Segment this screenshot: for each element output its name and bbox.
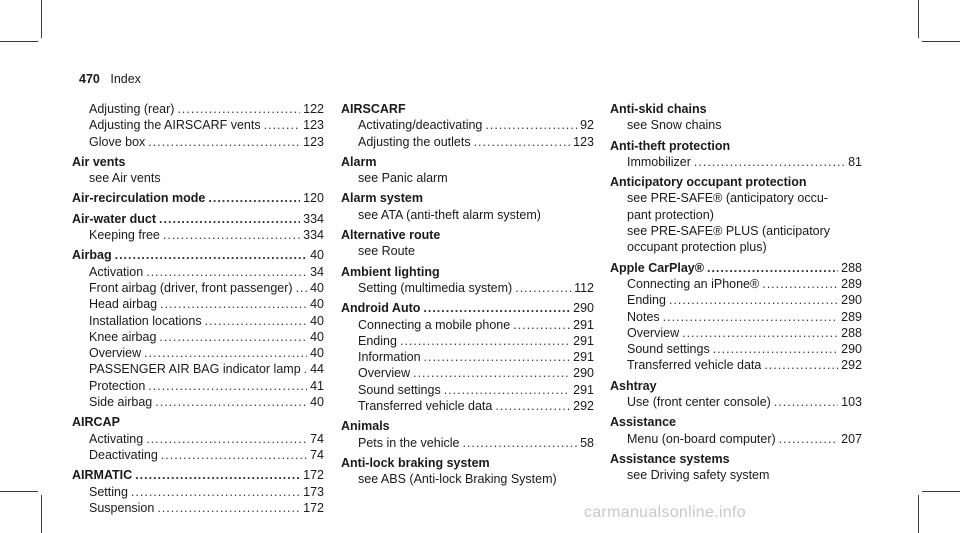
index-entry-group [610, 138, 862, 171]
index-entry-group [341, 101, 594, 150]
index-subentry [341, 398, 594, 414]
index-subentry-text: Sound settings [358, 382, 441, 397]
index-see-reference: see Driving safety system [627, 468, 770, 483]
page-header [79, 72, 141, 86]
crop-mark [41, 0, 42, 38]
index-heading-text: Apple CarPlay® [610, 260, 704, 275]
leader-dots [764, 357, 838, 373]
index-heading [72, 211, 324, 227]
index-heading-text: Air-recirculation mode [72, 191, 206, 206]
index-subentry [610, 357, 862, 373]
index-see-reference: see Snow chains [627, 118, 722, 133]
index-heading-text: Anticipatory occupant protection [610, 175, 807, 190]
index-heading-text: Ambient lighting [341, 264, 440, 279]
index-heading-text: Anti-lock braking system [341, 455, 490, 470]
index-subentry-text: Protection [89, 378, 146, 393]
crop-mark [0, 491, 38, 492]
index-subentry [341, 280, 594, 296]
index-subentry-text: Glove box [89, 134, 146, 149]
index-heading [341, 300, 594, 316]
crop-mark [918, 495, 919, 533]
page-reference[interactable]: 44 [310, 362, 324, 377]
index-subentry-text: Sound settings [627, 342, 710, 357]
page-reference[interactable]: 40 [310, 395, 324, 410]
index-subentry-text: Installation locations [89, 313, 202, 328]
page-reference[interactable]: 123 [573, 134, 594, 149]
page-reference[interactable]: 40 [310, 346, 324, 361]
page-title: Index [110, 72, 141, 86]
index-heading [72, 190, 324, 206]
leader-dots [707, 260, 838, 276]
page-reference[interactable]: 207 [841, 431, 862, 446]
page-reference[interactable]: 120 [303, 191, 324, 206]
index-subentry-text: Deactivating [89, 447, 158, 462]
crop-mark [918, 0, 919, 38]
index-subentry-text: Connecting a mobile phone [358, 317, 511, 332]
index-heading-text: Ashtray [610, 378, 657, 393]
leader-dots [304, 361, 307, 377]
index-see-reference: see PRE-SAFE® (anticipatory occu- [627, 191, 828, 206]
index-see-reference: see PRE-SAFE® PLUS (anticipatory [627, 224, 831, 239]
index-subentry [72, 484, 324, 500]
leader-dots [413, 365, 570, 381]
leader-dots [208, 190, 300, 206]
leader-dots [146, 431, 307, 447]
page-reference[interactable]: 92 [580, 118, 594, 133]
index-subentry [341, 365, 594, 381]
index-subentry [341, 134, 594, 150]
index-entry-group [610, 451, 862, 484]
index-heading-text: Anti-skid chains [610, 102, 707, 116]
page-reference[interactable]: 40 [310, 313, 324, 328]
page-reference[interactable]: 40 [310, 329, 324, 344]
index-heading [610, 414, 862, 430]
index-entry-group [341, 190, 594, 223]
leader-dots [264, 117, 301, 133]
index-entry-group [341, 227, 594, 260]
leader-dots [682, 325, 838, 341]
index-column-3 [610, 101, 862, 484]
index-entry-group [341, 418, 594, 451]
index-heading-text: Alarm system [341, 191, 423, 206]
index-subentry [610, 431, 862, 447]
index-subentry [610, 394, 862, 410]
index-heading-text: AIRCAP [72, 415, 120, 430]
leader-dots [779, 431, 838, 447]
leader-dots [713, 341, 838, 357]
index-subentry [72, 378, 324, 394]
leader-dots [669, 292, 838, 308]
index-subentry-text: Overview [89, 346, 142, 361]
index-entry-group [72, 101, 324, 150]
page-reference[interactable]: 292 [841, 358, 862, 373]
page-number: 470 [79, 72, 100, 86]
leader-dots [424, 349, 571, 365]
index-see-reference: see Air vents [89, 171, 161, 186]
index-subentry [610, 276, 862, 292]
page-reference[interactable]: 288 [841, 325, 862, 340]
index-heading [341, 227, 594, 243]
index-entry-group [610, 101, 862, 134]
page-reference[interactable]: 291 [573, 382, 594, 397]
index-subentry-text: Setting [89, 484, 128, 499]
index-heading-text: Assistance systems [610, 451, 730, 466]
index-heading [341, 264, 594, 280]
index-heading [610, 451, 862, 467]
page-reference[interactable]: 290 [841, 342, 862, 357]
index-heading-text: Assistance [610, 415, 677, 430]
index-heading [610, 101, 862, 117]
index-entry-group [72, 154, 324, 187]
leader-dots [161, 447, 307, 463]
page-reference[interactable]: 289 [841, 276, 862, 291]
index-heading-text: AIRMATIC [72, 468, 133, 483]
leader-dots [474, 134, 571, 150]
index-heading [72, 154, 324, 170]
index-subentry [72, 264, 324, 280]
index-heading [610, 174, 862, 190]
leader-dots [515, 280, 571, 296]
index-entry-group [341, 264, 594, 297]
index-see-reference: occupant protection plus) [627, 240, 767, 255]
page-reference[interactable]: 122 [303, 102, 324, 116]
index-entry-group [72, 414, 324, 463]
leader-dots [146, 264, 307, 280]
leader-dots [444, 382, 570, 398]
leader-dots [115, 247, 308, 263]
leader-dots [423, 300, 570, 316]
index-subentry [72, 101, 324, 117]
index-subentry [610, 325, 862, 341]
page-reference[interactable]: 334 [303, 228, 324, 243]
index-subentry-text: Adjusting (rear) [89, 102, 175, 116]
leader-dots [762, 276, 838, 292]
index-entry-group [72, 190, 324, 206]
index-entry-group [610, 378, 862, 411]
page-reference[interactable]: 81 [848, 154, 862, 169]
leader-dots [148, 378, 307, 394]
index-heading [341, 154, 594, 170]
index-subentry [341, 382, 594, 398]
leader-dots [495, 398, 570, 414]
index-subentry [341, 435, 594, 451]
page-reference[interactable]: 41 [310, 378, 324, 393]
index-subentry [341, 117, 594, 133]
index-heading [610, 260, 862, 276]
index-subentry-text: Activating/deactivating [358, 118, 483, 133]
crop-mark [41, 495, 42, 533]
leader-dots [774, 394, 838, 410]
index-subentry [610, 341, 862, 357]
leader-dots [485, 117, 577, 133]
index-entry-group [72, 211, 324, 244]
index-heading-text: Android Auto [341, 301, 421, 316]
page-reference[interactable]: 172 [303, 468, 324, 483]
index-see-reference: see ABS (Anti-lock Braking System) [358, 472, 557, 487]
index-subentry [72, 227, 324, 243]
crop-mark [922, 41, 960, 42]
index-subentry-text: Immobilizer [627, 154, 691, 169]
leader-dots [400, 333, 570, 349]
index-heading [341, 455, 594, 471]
crop-mark [922, 491, 960, 492]
index-subentry-text: Adjusting the outlets [358, 134, 471, 149]
page-reference[interactable]: 74 [310, 431, 324, 446]
index-subentry [72, 280, 324, 296]
index-see-reference: see ATA (anti-theft alarm system) [358, 207, 541, 222]
index-heading-text: Alarm [341, 154, 377, 169]
leader-dots [462, 435, 577, 451]
leader-dots [513, 317, 570, 333]
page-reference[interactable]: 289 [841, 309, 862, 324]
index-subentry-text: Transferred vehicle data [627, 358, 762, 373]
index-subentry-text: Overview [627, 325, 680, 340]
page-reference[interactable]: 34 [310, 264, 324, 279]
index-subentry [341, 333, 594, 349]
leader-dots [159, 329, 307, 345]
index-subentry-text: Ending [358, 333, 397, 348]
leader-dots [159, 211, 300, 227]
leader-dots [155, 394, 307, 410]
index-subentry [72, 296, 324, 312]
index-subentry [341, 349, 594, 365]
crop-mark [0, 41, 38, 42]
index-heading-text: Airbag [72, 248, 112, 263]
index-heading-text: Animals [341, 419, 390, 434]
index-subentry-text: PASSENGER AIR BAG indicator lamp [89, 362, 301, 377]
index-subentry [341, 317, 594, 333]
index-entry-group [610, 260, 862, 374]
index-subentry [72, 447, 324, 463]
index-entry-group [72, 467, 324, 516]
index-subentry [72, 313, 324, 329]
page-reference[interactable]: 334 [303, 211, 324, 226]
index-entry-group [341, 154, 594, 187]
page-reference[interactable]: 123 [303, 118, 324, 133]
index-entry-group [610, 174, 862, 255]
index-heading [72, 247, 324, 263]
page-reference[interactable]: 292 [573, 399, 594, 414]
page-reference[interactable]: 172 [303, 500, 324, 515]
index-heading [610, 378, 862, 394]
index-see-reference: see Panic alarm [358, 171, 448, 186]
leader-dots [131, 484, 300, 500]
index-subentry [72, 329, 324, 345]
index-entry-group [610, 414, 862, 447]
page-reference[interactable]: 291 [573, 317, 594, 332]
index-subentry [72, 134, 324, 150]
leader-dots [144, 345, 307, 361]
page-reference[interactable]: 74 [310, 447, 324, 462]
watermark: carmanualsonline.info [584, 504, 746, 521]
index-subentry-text: Connecting an iPhone® [627, 276, 760, 291]
index-heading [341, 101, 594, 117]
index-heading [72, 414, 324, 430]
page-reference[interactable]: 291 [573, 333, 594, 348]
index-subentry [610, 154, 862, 170]
index-heading-text: Air vents [72, 154, 126, 169]
page-reference[interactable]: 40 [310, 297, 324, 312]
leader-dots [205, 313, 308, 329]
page-reference[interactable]: 112 [574, 280, 594, 295]
index-heading [72, 467, 324, 483]
index-subentry-text: Adjusting the AIRSCARF vents [89, 118, 261, 133]
index-entry-group [341, 300, 594, 414]
index-subentry [72, 500, 324, 516]
index-column-1 [72, 101, 324, 516]
index-heading-text: Anti-theft protection [610, 138, 731, 153]
leader-dots [135, 467, 300, 483]
index-subentry [72, 117, 324, 133]
page-reference[interactable]: 40 [310, 248, 324, 263]
index-entry-group [72, 247, 324, 410]
index-subentry [72, 394, 324, 410]
page-reference[interactable]: 291 [573, 350, 594, 365]
leader-dots [694, 154, 845, 170]
index-subentry [72, 361, 324, 377]
index-subentry-text: Activating [89, 431, 144, 446]
index-subentry [72, 345, 324, 361]
index-subentry-text: Use (front center console) [627, 395, 771, 410]
index-subentry-text: Ending [627, 293, 666, 308]
page-reference[interactable]: 123 [303, 134, 324, 149]
leader-dots [663, 309, 838, 325]
index-subentry-text: Head airbag [89, 297, 158, 312]
index-subentry [610, 309, 862, 325]
index-subentry-text: Suspension [89, 500, 155, 515]
leader-dots [157, 500, 300, 516]
index-subentry-text: Pets in the vehicle [358, 435, 460, 450]
index-subentry-text: Information [358, 350, 421, 365]
leader-dots [148, 134, 300, 150]
index-subentry-text: Menu (on-board computer) [627, 431, 776, 446]
leader-dots [163, 227, 300, 243]
page-reference[interactable]: 40 [310, 280, 324, 295]
index-heading [610, 138, 862, 154]
page-reference[interactable]: 103 [841, 395, 862, 410]
index-see-reference: see Route [358, 244, 415, 259]
leader-dots [160, 296, 307, 312]
page-reference[interactable]: 58 [580, 435, 594, 450]
index-subentry [72, 431, 324, 447]
index-subentry-text: Side airbag [89, 395, 153, 410]
index-subentry-text: Knee airbag [89, 329, 157, 344]
index-subentry-text: Transferred vehicle data [358, 399, 493, 414]
index-heading-text: Air-water duct [72, 211, 157, 226]
index-subentry-text: Notes [627, 309, 660, 324]
index-subentry-text: Setting (multimedia system) [358, 280, 513, 295]
index-entry-group [341, 455, 594, 488]
index-column-2 [341, 101, 594, 488]
index-heading [341, 190, 594, 206]
page-reference[interactable]: 173 [303, 484, 324, 499]
index-see-reference: pant protection) [627, 207, 714, 222]
leader-dots [296, 280, 308, 296]
index-subentry-text: Activation [89, 264, 144, 279]
index-heading [341, 418, 594, 434]
page-reference[interactable]: 290 [573, 366, 594, 381]
page-reference[interactable]: 290 [573, 301, 594, 316]
index-heading-text: Alternative route [341, 228, 441, 243]
page-reference[interactable]: 288 [841, 260, 862, 275]
index-subentry-text: Overview [358, 366, 411, 381]
index-subentry [610, 292, 862, 308]
page-reference[interactable]: 290 [841, 293, 862, 308]
index-heading-text: AIRSCARF [341, 102, 406, 116]
index-subentry-text: Front airbag (driver, front passenger) [89, 280, 293, 295]
leader-dots [177, 101, 300, 117]
index-subentry-text: Keeping free [89, 228, 160, 243]
